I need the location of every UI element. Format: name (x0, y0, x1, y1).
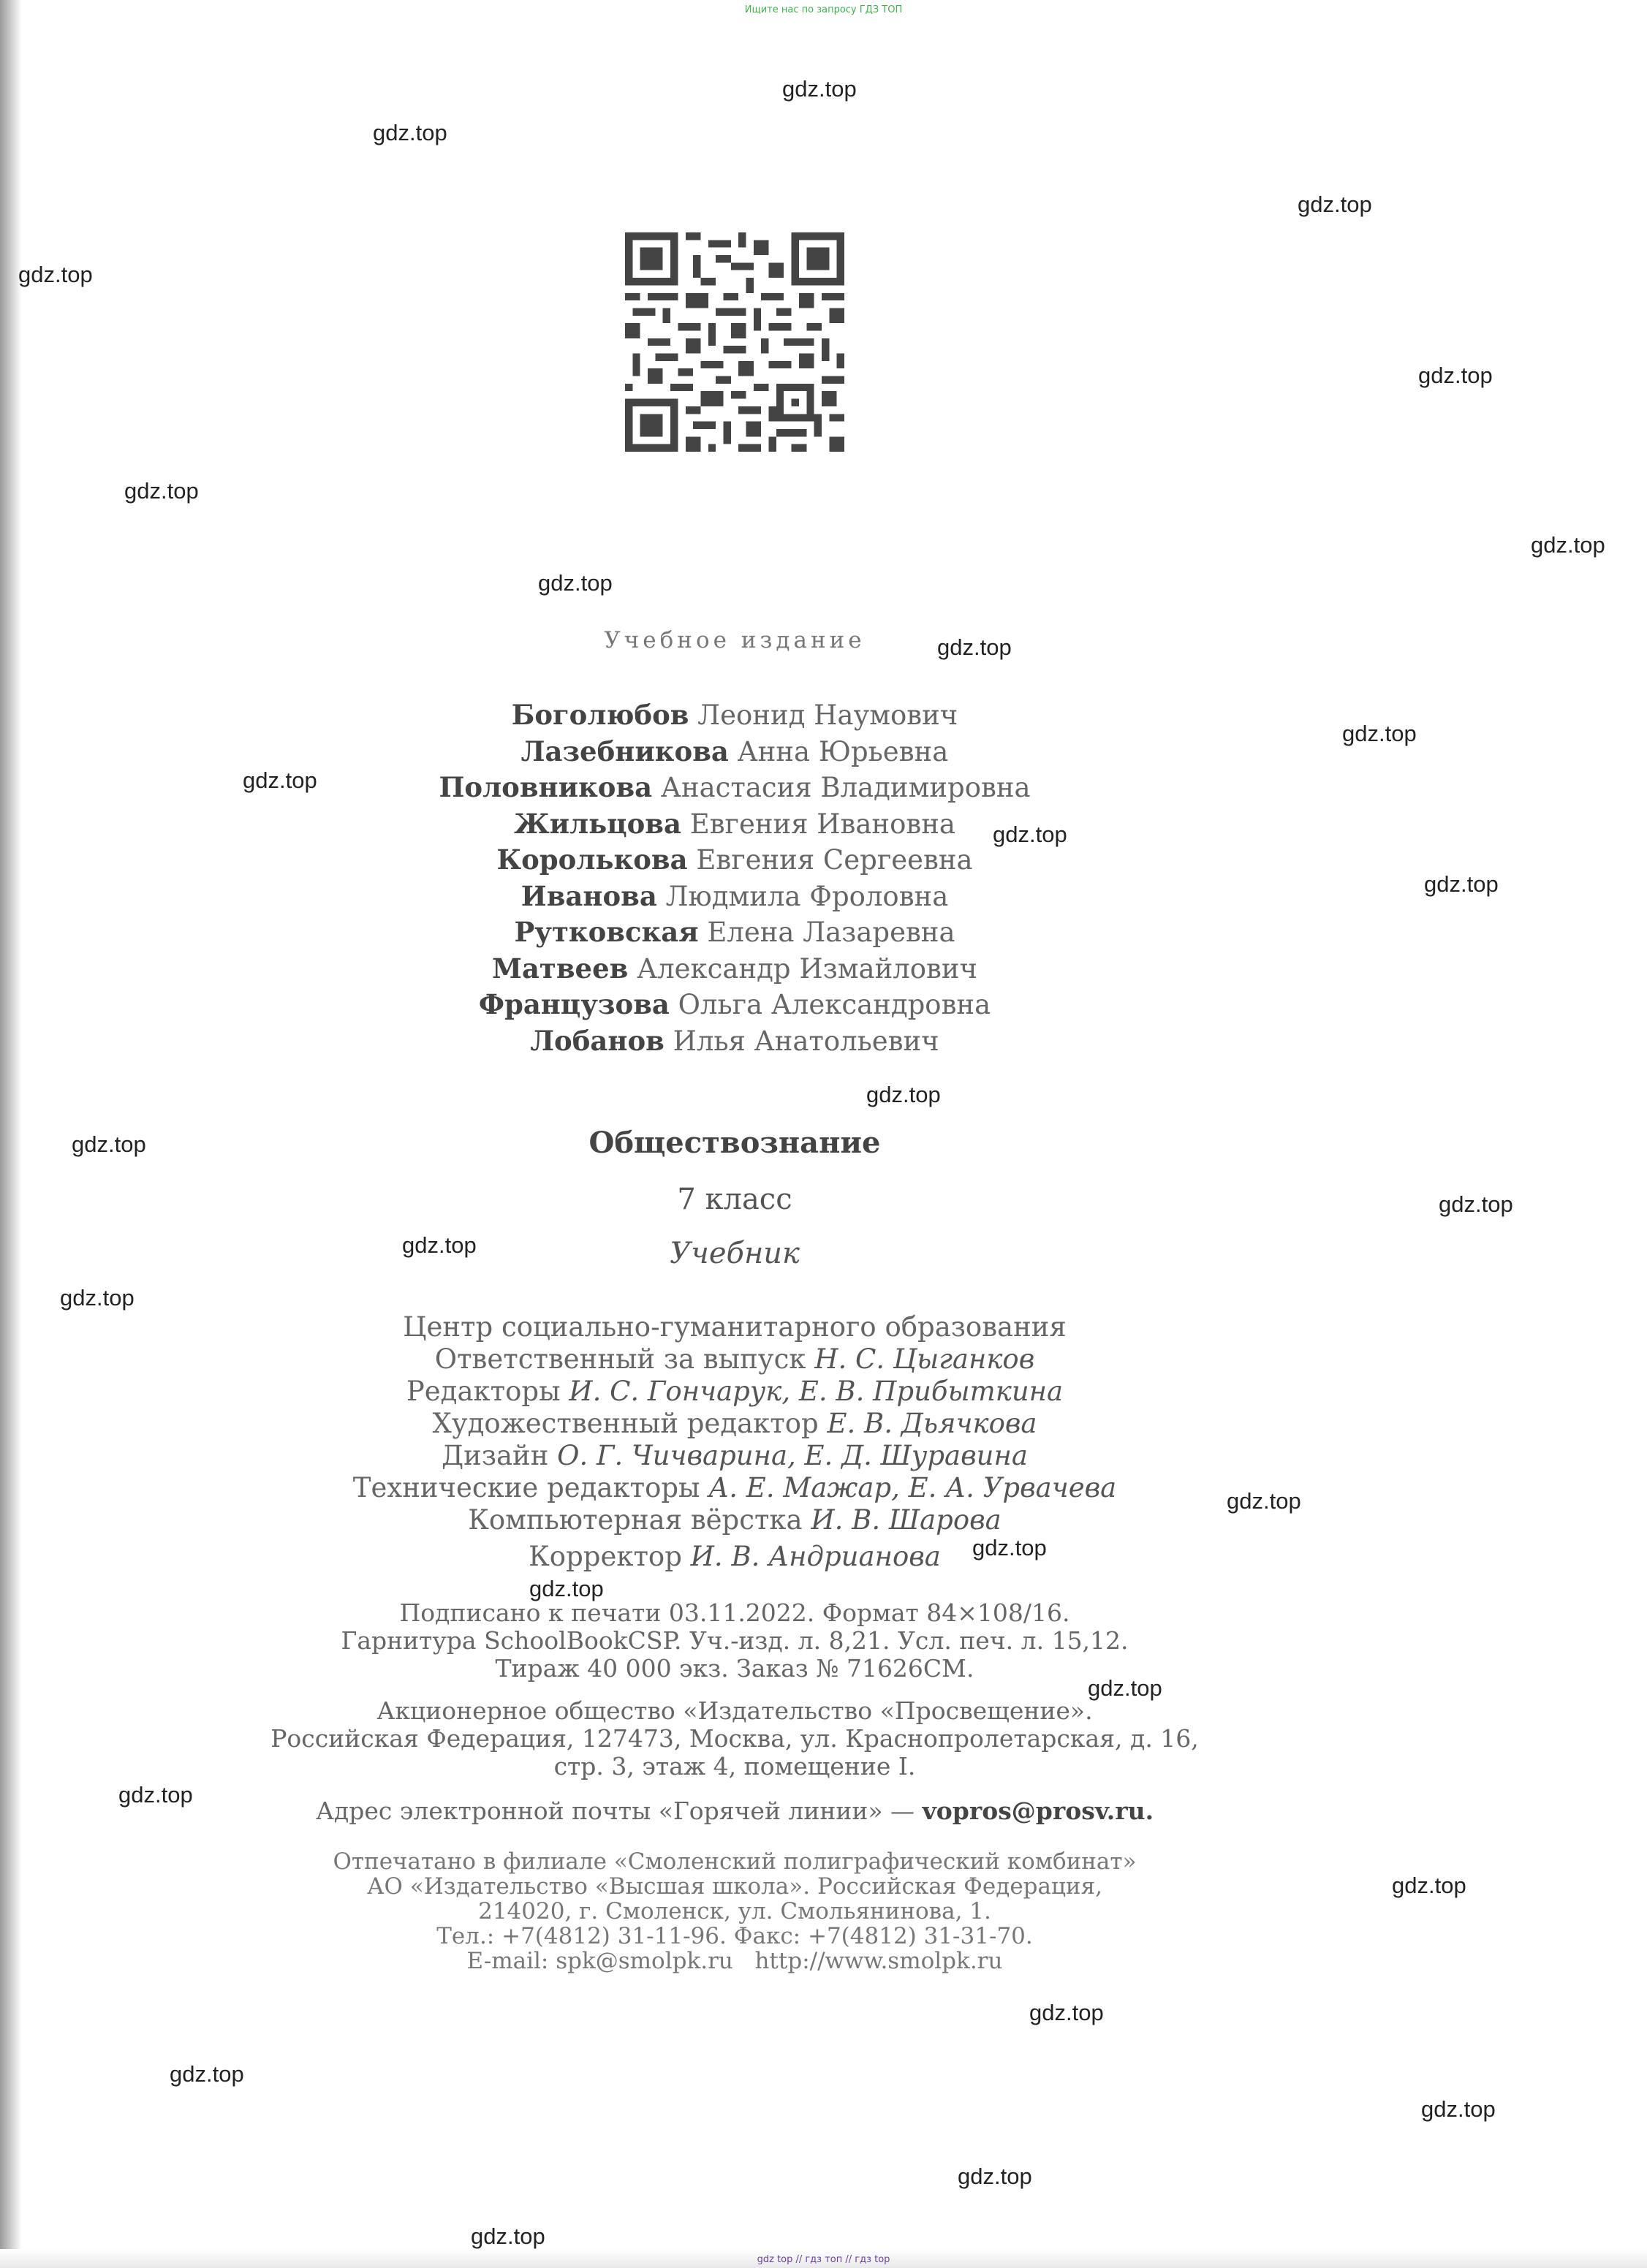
hotline-line (0, 1797, 1469, 1825)
author-given-names: Анастасия Владимировна (660, 772, 1031, 803)
author-last-name: Жильцова (514, 807, 681, 840)
watermark: gdz.top (937, 634, 1012, 660)
author-given-names: Ольга Александровна (678, 989, 991, 1020)
imprint-line: Подписано к печати 03.11.2022. Формат 84×108/16. (399, 1598, 1070, 1627)
watermark: gdz.top (866, 1082, 941, 1107)
watermark: gdz.top (1298, 191, 1372, 217)
author-line (0, 879, 1469, 915)
author-given-names: Евгения Ивановна (689, 808, 955, 840)
imprint-line: Тираж 40 000 экз. Заказ № 71626СМ. (495, 1654, 974, 1683)
top-banner: Ищите нас по запросу ГДЗ ТОП (744, 4, 903, 15)
watermark: gdz.top (402, 1232, 477, 1258)
grade-label: 7 класс (677, 1183, 792, 1216)
watermark: gdz.top (1418, 363, 1493, 388)
author-given-names: Илья Анатольевич (673, 1025, 939, 1057)
watermark: gdz.top (60, 1285, 135, 1311)
author-last-name: Лазебникова (520, 735, 729, 767)
author-line (0, 806, 1469, 843)
printer-line: АО «Издательство «Высшая школа». Российская Федерация, (366, 1873, 1103, 1900)
watermark: gdz.top (1029, 2000, 1104, 2025)
watermark: gdz.top (170, 2061, 244, 2087)
credit-role: Ответственный за выпуск (434, 1343, 806, 1375)
author-given-names: Людмила Фроловна (665, 880, 949, 912)
credit-line (0, 1504, 1469, 1536)
author-last-name: Королькова (496, 843, 688, 876)
credit-role: Компьютерная вёрстка (468, 1504, 803, 1536)
watermark: gdz.top (471, 2223, 545, 2249)
author-line (0, 697, 1469, 734)
imprint-line: Гарнитура SchoolBookCSP. Уч.-изд. л. 8,21. Усл. печ. л. 15,12. (341, 1626, 1129, 1655)
watermark: gdz.top (1088, 1675, 1162, 1701)
credit-names: И. С. Гончарук, Е. В. Прибыткина (569, 1376, 1064, 1407)
watermark: gdz.top (1342, 721, 1417, 746)
credit-names: Е. В. Дьячкова (827, 1408, 1037, 1439)
credit-line (0, 1440, 1469, 1472)
watermark: gdz.top (972, 1535, 1047, 1560)
author-line (0, 842, 1469, 879)
printer-block (0, 1849, 1469, 1973)
author-line (0, 914, 1469, 951)
watermark: gdz.top (18, 262, 93, 287)
printer-line: Тел.: +7(4812) 31-11-96. Факс: +7(4812) 31-31-70. (436, 1923, 1033, 1949)
credit-role: Технические редакторы (352, 1472, 700, 1503)
publisher-line: стр. 3, этаж 4, помещение I. (553, 1752, 916, 1780)
edition-label: Учебное издание (604, 627, 866, 653)
author-line (0, 987, 1469, 1023)
author-last-name: Французова (478, 988, 670, 1020)
watermark: gdz.top (1424, 871, 1499, 897)
author-given-names: Евгения Сергеевна (696, 844, 973, 876)
watermark: gdz.top (782, 76, 857, 102)
printer-line: E-mail: spk@smolpk.ru http://www.smolpk.ru (466, 1948, 1003, 1974)
credit-role: Центр социально-гуманитарного образования (403, 1311, 1067, 1343)
author-line (0, 770, 1469, 806)
watermark: gdz.top (958, 2163, 1032, 2189)
watermark: gdz.top (538, 570, 613, 596)
credit-line (0, 1408, 1469, 1440)
publisher-line: Российская Федерация, 127473, Москва, ул. Краснопролетарская, д. 16, (270, 1724, 1199, 1753)
credit-line (0, 1376, 1469, 1408)
author-list (0, 697, 1469, 1059)
author-last-name: Боголюбов (511, 699, 689, 731)
printer-line: 214020, г. Смоленск, ул. Смольянинова, 1. (478, 1898, 991, 1924)
watermark: gdz.top (1421, 2096, 1496, 2122)
credits-block (0, 1311, 1469, 1573)
watermark: gdz.top (1439, 1191, 1513, 1217)
printer-line: Отпечатано в филиале «Смоленский полиграфический комбинат» (333, 1848, 1137, 1875)
author-given-names: Елена Лазаревна (707, 917, 955, 948)
watermark: gdz.top (118, 1782, 193, 1808)
author-given-names: Александр Измайлович (637, 952, 978, 985)
credit-line (0, 1311, 1469, 1343)
credit-names: Н. С. Цыганков (814, 1343, 1035, 1375)
credit-role: Дизайн (442, 1440, 549, 1471)
author-line (0, 951, 1469, 987)
credit-role: Художественный редактор (432, 1408, 819, 1439)
bottom-banner: gdz top // гдз топ // гдз top (757, 2254, 890, 2265)
author-last-name: Матвеев (491, 952, 629, 985)
publisher-block (0, 1697, 1469, 1780)
watermark: gdz.top (243, 767, 317, 793)
hotline-text: Адрес электронной почты «Горячей линии» — (315, 1797, 915, 1825)
imprint-block (0, 1599, 1469, 1683)
watermark: gdz.top (993, 822, 1067, 847)
author-last-name: Половникова (439, 771, 653, 803)
publisher-line: Акционерное общество «Издательство «Просвещение». (376, 1696, 1093, 1725)
watermark: gdz.top (72, 1131, 146, 1157)
credit-line (0, 1541, 1469, 1573)
qr-code-icon (625, 232, 844, 452)
author-last-name: Иванова (520, 879, 657, 912)
author-given-names: Анна Юрьевна (737, 735, 949, 767)
credit-role: Редакторы (406, 1376, 561, 1407)
watermark: gdz.top (124, 478, 199, 504)
author-last-name: Рутковская (514, 916, 699, 948)
watermark: gdz.top (1227, 1488, 1301, 1514)
credit-names: И. В. Андрианова (690, 1541, 941, 1572)
book-kind: Учебник (670, 1237, 800, 1270)
watermark: gdz.top (1392, 1873, 1466, 1898)
author-line (0, 1023, 1469, 1060)
credit-line (0, 1472, 1469, 1504)
watermark: gdz.top (373, 120, 447, 145)
watermark: gdz.top (529, 1576, 604, 1601)
author-given-names: Леонид Наумович (697, 699, 958, 731)
credit-names: А. Е. Мажар, Е. А. Урвачева (708, 1472, 1117, 1503)
book-title: Обществознание (588, 1126, 881, 1160)
credit-role: Корректор (529, 1541, 682, 1572)
author-line (0, 734, 1469, 770)
credit-line (0, 1343, 1469, 1376)
credit-names: О. Г. Чичварина, Е. Д. Шуравина (557, 1440, 1028, 1471)
credit-names: И. В. Шарова (811, 1504, 1002, 1536)
hotline-email: vopros@prosv.ru. (922, 1797, 1154, 1825)
watermark: gdz.top (1531, 532, 1605, 558)
author-last-name: Лобанов (530, 1024, 665, 1057)
